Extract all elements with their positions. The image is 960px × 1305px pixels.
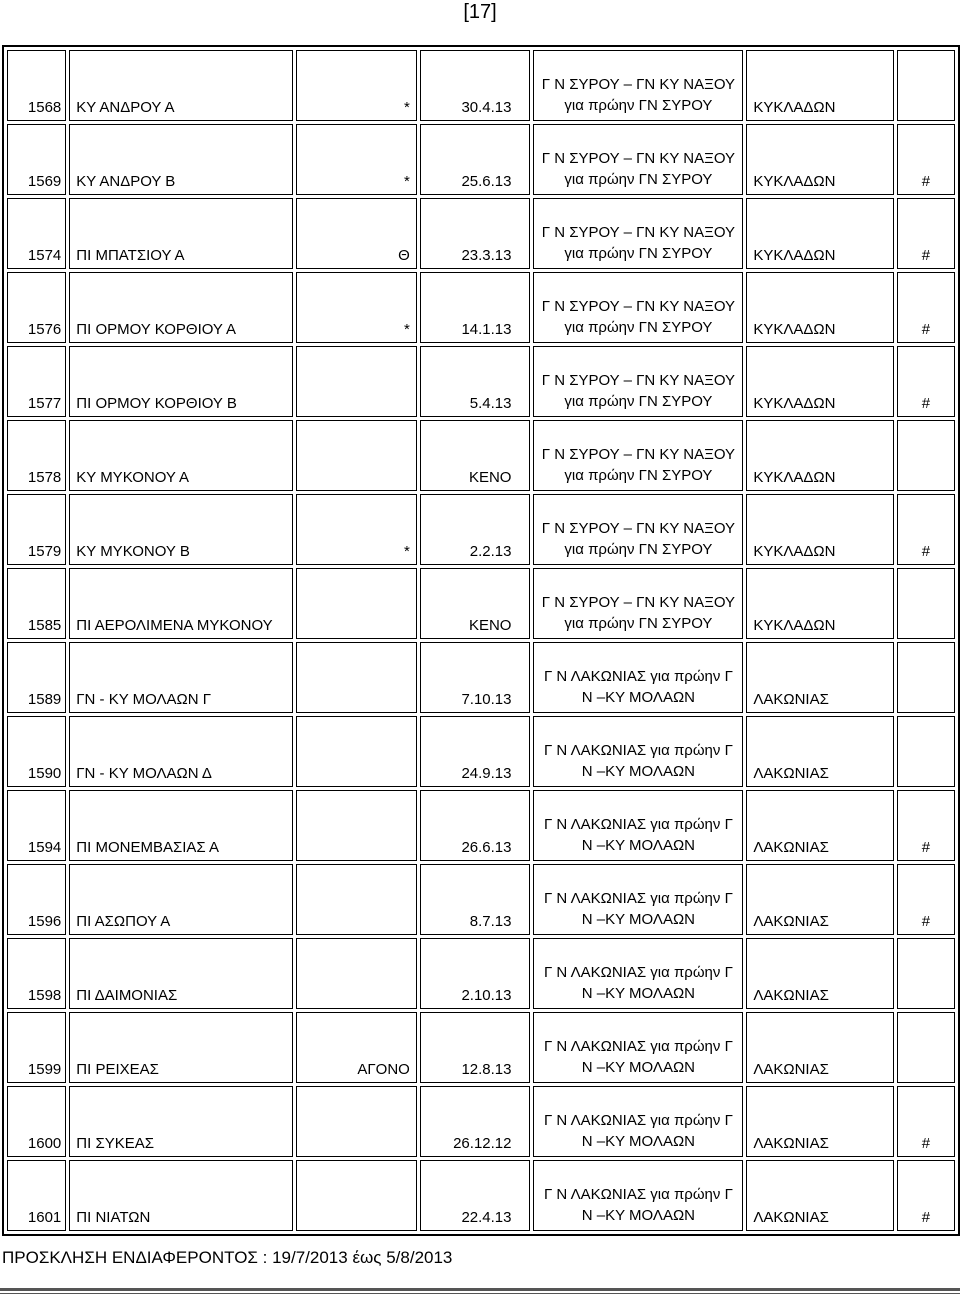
hospital-authority bbox=[533, 1160, 743, 1231]
vacancy-date: ΚΕΝΟ bbox=[420, 568, 531, 639]
table-row bbox=[7, 716, 955, 787]
authority-line-2: Ν –ΚΥ ΜΟΛΑΩΝ bbox=[581, 689, 696, 706]
hospital-authority bbox=[533, 716, 743, 787]
vacancy-date: 5.4.13 bbox=[420, 346, 531, 417]
hash-mark: # bbox=[897, 790, 955, 861]
hash-mark bbox=[897, 938, 955, 1009]
class-mark: * bbox=[296, 272, 417, 343]
hash-mark: # bbox=[897, 864, 955, 935]
prefecture: ΛΑΚΩΝΙΑΣ bbox=[746, 1160, 893, 1231]
position-number: 1589 bbox=[7, 642, 66, 713]
authority-line-2: για πρώην ΓΝ ΣΥΡΟΥ bbox=[564, 615, 713, 632]
vacancy-date: 22.4.13 bbox=[420, 1160, 531, 1231]
position-number: 1599 bbox=[7, 1012, 66, 1083]
page-number: [17] bbox=[463, 1, 497, 23]
hospital-authority bbox=[533, 790, 743, 861]
table-row bbox=[7, 790, 955, 861]
position-number: 1576 bbox=[7, 272, 66, 343]
hash-mark: # bbox=[897, 198, 955, 269]
positions-table bbox=[2, 45, 960, 1236]
unit-name: ΚΥ ΜΥΚΟΝΟΥ Β bbox=[69, 494, 292, 565]
table-row bbox=[7, 124, 955, 195]
authority-line-1: Γ Ν ΛΑΚΩΝΙΑΣ για πρώην Γ bbox=[544, 1038, 733, 1055]
position-number: 1577 bbox=[7, 346, 66, 417]
class-mark: ΑΓΟΝΟ bbox=[296, 1012, 417, 1083]
hash-mark: # bbox=[897, 346, 955, 417]
hospital-authority bbox=[533, 568, 743, 639]
prefecture: ΚΥΚΛΑΔΩΝ bbox=[746, 50, 893, 121]
prefecture: ΛΑΚΩΝΙΑΣ bbox=[746, 790, 893, 861]
authority-line-1: Γ Ν ΣΥΡΟΥ – ΓΝ ΚΥ ΝΑΞΟΥ bbox=[541, 520, 736, 537]
table-row bbox=[7, 272, 955, 343]
vacancy-date: 2.2.13 bbox=[420, 494, 531, 565]
authority-line-2: για πρώην ΓΝ ΣΥΡΟΥ bbox=[564, 97, 713, 114]
hospital-authority bbox=[533, 50, 743, 121]
unit-name: ΠΙ ΔΑΙΜΟΝΙΑΣ bbox=[69, 938, 292, 1009]
table-row bbox=[7, 568, 955, 639]
class-mark: Θ bbox=[296, 198, 417, 269]
authority-line-2: Ν –ΚΥ ΜΟΛΑΩΝ bbox=[581, 763, 696, 780]
class-mark: * bbox=[296, 124, 417, 195]
table-row bbox=[7, 1012, 955, 1083]
class-mark bbox=[296, 1160, 417, 1231]
authority-line-1: Γ Ν ΣΥΡΟΥ – ΓΝ ΚΥ ΝΑΞΟΥ bbox=[541, 372, 736, 389]
unit-name: ΚΥ ΜΥΚΟΝΟΥ Α bbox=[69, 420, 292, 491]
footer-rule-thick bbox=[0, 1288, 960, 1291]
authority-line-1: Γ Ν ΛΑΚΩΝΙΑΣ για πρώην Γ bbox=[544, 816, 733, 833]
unit-name: ΠΙ ΝΙΑΤΩΝ bbox=[69, 1160, 292, 1231]
positions-table-body bbox=[7, 50, 955, 1231]
vacancy-date: 25.6.13 bbox=[420, 124, 531, 195]
position-number: 1596 bbox=[7, 864, 66, 935]
table-row bbox=[7, 1086, 955, 1157]
table-row bbox=[7, 198, 955, 269]
hash-mark: # bbox=[897, 1086, 955, 1157]
authority-line-2: Ν –ΚΥ ΜΟΛΑΩΝ bbox=[581, 1059, 696, 1076]
unit-name: ΠΙ ΣΥΚΕΑΣ bbox=[69, 1086, 292, 1157]
prefecture: ΚΥΚΛΑΔΩΝ bbox=[746, 420, 893, 491]
authority-line-2: για πρώην ΓΝ ΣΥΡΟΥ bbox=[564, 541, 713, 558]
table-row bbox=[7, 938, 955, 1009]
hash-mark: # bbox=[897, 272, 955, 343]
hash-mark: # bbox=[897, 494, 955, 565]
table-row bbox=[7, 420, 955, 491]
hash-mark: # bbox=[897, 1160, 955, 1231]
vacancy-date: 14.1.13 bbox=[420, 272, 531, 343]
vacancy-date: 8.7.13 bbox=[420, 864, 531, 935]
unit-name: ΠΙ ΟΡΜΟΥ ΚΟΡΘΙΟΥ Β bbox=[69, 346, 292, 417]
authority-line-2: για πρώην ΓΝ ΣΥΡΟΥ bbox=[564, 393, 713, 410]
position-number: 1594 bbox=[7, 790, 66, 861]
authority-line-2: για πρώην ΓΝ ΣΥΡΟΥ bbox=[564, 245, 713, 262]
prefecture: ΛΑΚΩΝΙΑΣ bbox=[746, 1012, 893, 1083]
prefecture: ΛΑΚΩΝΙΑΣ bbox=[746, 864, 893, 935]
authority-line-1: Γ Ν ΛΑΚΩΝΙΑΣ για πρώην Γ bbox=[544, 1112, 733, 1129]
hospital-authority bbox=[533, 938, 743, 1009]
unit-name: ΓΝ - ΚΥ ΜΟΛΑΩΝ Γ bbox=[69, 642, 292, 713]
unit-name: ΠΙ ΜΠΑΤΣΙΟΥ Α bbox=[69, 198, 292, 269]
class-mark bbox=[296, 864, 417, 935]
unit-name: ΠΙ ΑΕΡΟΛΙΜΕΝΑ ΜΥΚΟΝΟΥ bbox=[69, 568, 292, 639]
authority-line-1: Γ Ν ΛΑΚΩΝΙΑΣ για πρώην Γ bbox=[544, 1186, 733, 1203]
authority-line-1: Γ Ν ΣΥΡΟΥ – ΓΝ ΚΥ ΝΑΞΟΥ bbox=[541, 224, 736, 241]
unit-name: ΠΙ ΑΣΩΠΟΥ Α bbox=[69, 864, 292, 935]
hospital-authority bbox=[533, 198, 743, 269]
table-row bbox=[7, 494, 955, 565]
prefecture: ΚΥΚΛΑΔΩΝ bbox=[746, 568, 893, 639]
prefecture: ΚΥΚΛΑΔΩΝ bbox=[746, 494, 893, 565]
class-mark: * bbox=[296, 494, 417, 565]
hash-mark bbox=[897, 716, 955, 787]
authority-line-2: Ν –ΚΥ ΜΟΛΑΩΝ bbox=[581, 985, 696, 1002]
class-mark: * bbox=[296, 50, 417, 121]
prefecture: ΚΥΚΛΑΔΩΝ bbox=[746, 198, 893, 269]
table-row bbox=[7, 50, 955, 121]
position-number: 1574 bbox=[7, 198, 66, 269]
vacancy-date: 23.3.13 bbox=[420, 198, 531, 269]
prefecture: ΚΥΚΛΑΔΩΝ bbox=[746, 272, 893, 343]
footer-rule-thin bbox=[0, 1293, 960, 1294]
unit-name: ΠΙ ΟΡΜΟΥ ΚΟΡΘΙΟΥ Α bbox=[69, 272, 292, 343]
authority-line-1: Γ Ν ΣΥΡΟΥ – ΓΝ ΚΥ ΝΑΞΟΥ bbox=[541, 76, 736, 93]
authority-line-1: Γ Ν ΛΑΚΩΝΙΑΣ για πρώην Γ bbox=[544, 964, 733, 981]
hospital-authority bbox=[533, 1086, 743, 1157]
unit-name: ΚΥ ΑΝΔΡΟΥ Β bbox=[69, 124, 292, 195]
hash-mark bbox=[897, 420, 955, 491]
class-mark bbox=[296, 568, 417, 639]
vacancy-date: ΚΕΝΟ bbox=[420, 420, 531, 491]
position-number: 1578 bbox=[7, 420, 66, 491]
unit-name: ΠΙ ΜΟΝΕΜΒΑΣΙΑΣ Α bbox=[69, 790, 292, 861]
class-mark bbox=[296, 420, 417, 491]
authority-line-2: για πρώην ΓΝ ΣΥΡΟΥ bbox=[564, 319, 713, 336]
position-number: 1569 bbox=[7, 124, 66, 195]
prefecture: ΚΥΚΛΑΔΩΝ bbox=[746, 346, 893, 417]
unit-name: ΓΝ - ΚΥ ΜΟΛΑΩΝ Δ bbox=[69, 716, 292, 787]
hospital-authority bbox=[533, 864, 743, 935]
vacancy-date: 26.12.12 bbox=[420, 1086, 531, 1157]
authority-line-2: για πρώην ΓΝ ΣΥΡΟΥ bbox=[564, 467, 713, 484]
vacancy-date: 26.6.13 bbox=[420, 790, 531, 861]
invitation-footer: ΠΡΟΣΚΛΗΣΗ ΕΝΔΙΑΦΕΡΟΝΤΟΣ : 19/7/2013 έως 5/8/2013 bbox=[2, 1248, 453, 1267]
authority-line-1: Γ Ν ΣΥΡΟΥ – ΓΝ ΚΥ ΝΑΞΟΥ bbox=[541, 150, 736, 167]
class-mark bbox=[296, 346, 417, 417]
authority-line-2: Ν –ΚΥ ΜΟΛΑΩΝ bbox=[581, 1133, 696, 1150]
hash-mark: # bbox=[897, 124, 955, 195]
class-mark bbox=[296, 790, 417, 861]
class-mark bbox=[296, 716, 417, 787]
unit-name: ΠΙ ΡΕΙΧΕΑΣ bbox=[69, 1012, 292, 1083]
hospital-authority bbox=[533, 124, 743, 195]
authority-line-1: Γ Ν ΛΑΚΩΝΙΑΣ για πρώην Γ bbox=[544, 890, 733, 907]
vacancy-date: 30.4.13 bbox=[420, 50, 531, 121]
table-row bbox=[7, 346, 955, 417]
position-number: 1568 bbox=[7, 50, 66, 121]
authority-line-2: Ν –ΚΥ ΜΟΛΑΩΝ bbox=[581, 837, 696, 854]
authority-line-1: Γ Ν ΣΥΡΟΥ – ΓΝ ΚΥ ΝΑΞΟΥ bbox=[541, 594, 736, 611]
position-number: 1601 bbox=[7, 1160, 66, 1231]
prefecture: ΛΑΚΩΝΙΑΣ bbox=[746, 642, 893, 713]
authority-line-1: Γ Ν ΛΑΚΩΝΙΑΣ για πρώην Γ bbox=[544, 668, 733, 685]
authority-line-1: Γ Ν ΣΥΡΟΥ – ΓΝ ΚΥ ΝΑΞΟΥ bbox=[541, 446, 736, 463]
hospital-authority bbox=[533, 272, 743, 343]
hospital-authority bbox=[533, 346, 743, 417]
authority-line-2: Ν –ΚΥ ΜΟΛΑΩΝ bbox=[581, 911, 696, 928]
hash-mark bbox=[897, 50, 955, 121]
prefecture: ΛΑΚΩΝΙΑΣ bbox=[746, 938, 893, 1009]
authority-line-1: Γ Ν ΣΥΡΟΥ – ΓΝ ΚΥ ΝΑΞΟΥ bbox=[541, 298, 736, 315]
vacancy-date: 24.9.13 bbox=[420, 716, 531, 787]
table-row bbox=[7, 864, 955, 935]
hash-mark bbox=[897, 568, 955, 639]
position-number: 1579 bbox=[7, 494, 66, 565]
table-row bbox=[7, 642, 955, 713]
hospital-authority bbox=[533, 1012, 743, 1083]
prefecture: ΚΥΚΛΑΔΩΝ bbox=[746, 124, 893, 195]
table-row bbox=[7, 1160, 955, 1231]
prefecture: ΛΑΚΩΝΙΑΣ bbox=[746, 1086, 893, 1157]
hospital-authority bbox=[533, 642, 743, 713]
prefecture: ΛΑΚΩΝΙΑΣ bbox=[746, 716, 893, 787]
position-number: 1585 bbox=[7, 568, 66, 639]
vacancy-date: 7.10.13 bbox=[420, 642, 531, 713]
position-number: 1598 bbox=[7, 938, 66, 1009]
hash-mark bbox=[897, 642, 955, 713]
position-number: 1590 bbox=[7, 716, 66, 787]
hospital-authority bbox=[533, 494, 743, 565]
vacancy-date: 12.8.13 bbox=[420, 1012, 531, 1083]
position-number: 1600 bbox=[7, 1086, 66, 1157]
unit-name: ΚΥ ΑΝΔΡΟΥ Α bbox=[69, 50, 292, 121]
class-mark bbox=[296, 1086, 417, 1157]
hash-mark bbox=[897, 1012, 955, 1083]
authority-line-1: Γ Ν ΛΑΚΩΝΙΑΣ για πρώην Γ bbox=[544, 742, 733, 759]
hospital-authority bbox=[533, 420, 743, 491]
authority-line-2: για πρώην ΓΝ ΣΥΡΟΥ bbox=[564, 171, 713, 188]
class-mark bbox=[296, 938, 417, 1009]
class-mark bbox=[296, 642, 417, 713]
vacancy-date: 2.10.13 bbox=[420, 938, 531, 1009]
authority-line-2: Ν –ΚΥ ΜΟΛΑΩΝ bbox=[581, 1207, 696, 1224]
